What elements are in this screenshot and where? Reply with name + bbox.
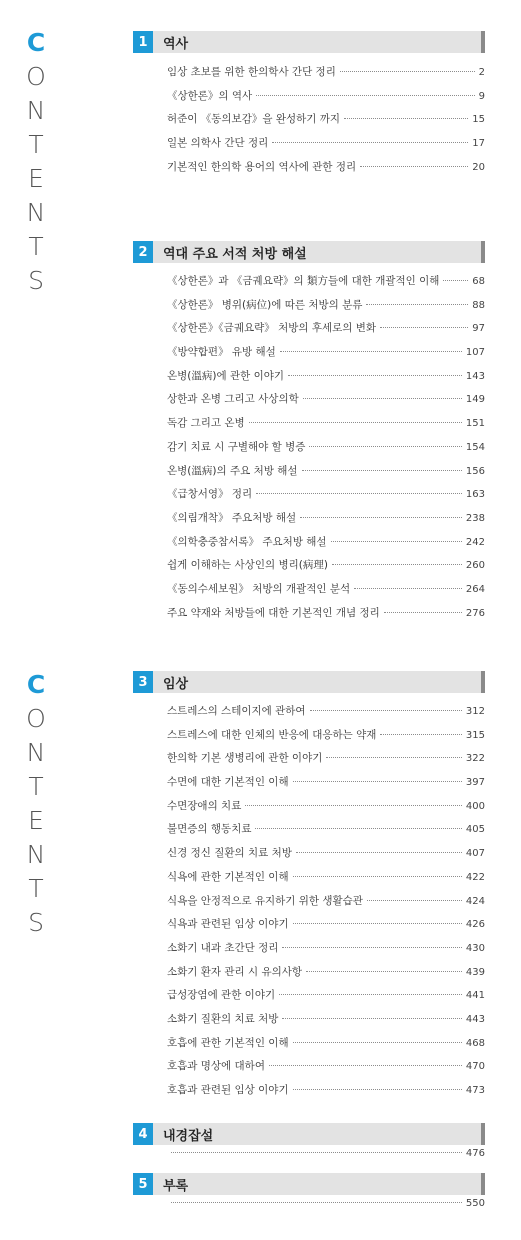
toc-entry[interactable]: [133, 750, 485, 774]
toc-entry-page: 242: [465, 536, 485, 548]
title-letter: O: [26, 704, 46, 733]
toc-entry-title: 주요 약재와 처방들에 대한 기본적인 개념 정리: [167, 606, 380, 619]
toc-entry-title: 스트레스에 대한 인체의 반응에 대응하는 약재: [167, 728, 377, 741]
dot-leader: [380, 327, 468, 328]
dot-leader: [366, 304, 468, 305]
toc-entry-title: 《상한론》 병위(病位)에 따른 처방의 분류: [167, 298, 363, 311]
toc-entry-title: 호흡과 관련된 임상 이야기: [167, 1084, 289, 1096]
title-letter: T: [28, 874, 44, 903]
section-number: 4: [133, 1123, 153, 1145]
toc-entry[interactable]: [133, 727, 485, 751]
toc-entry[interactable]: [133, 869, 485, 893]
dot-leader: [256, 493, 462, 494]
toc-entry-title: 수면에 대한 기본적인 이해: [167, 776, 289, 789]
dot-leader: [309, 446, 462, 447]
toc-entry-page: 315: [465, 729, 485, 741]
toc-entry-title: 불면증의 행동치료: [167, 823, 252, 836]
toc-entry-title: 기본적인 한의학 용어의 역사에 관한 정리: [167, 160, 357, 173]
toc-entry[interactable]: [133, 1035, 485, 1059]
toc-entry-title: 《의림개착》 주요처방 해설: [167, 511, 297, 524]
toc-entry[interactable]: [133, 510, 485, 534]
title-letter: E: [28, 806, 44, 835]
dot-leader: [344, 118, 468, 119]
title-letter: C: [26, 670, 46, 699]
toc-entry-page: 264: [465, 583, 485, 595]
section-number: 5: [133, 1173, 153, 1195]
toc-entry[interactable]: [133, 273, 485, 297]
title-letter: T: [28, 772, 44, 801]
toc-entry-page: 550: [465, 1198, 485, 1209]
toc-entry[interactable]: [133, 581, 485, 605]
toc-entry-page: 405: [465, 824, 485, 836]
dot-leader: [293, 923, 462, 924]
section-header: [133, 241, 485, 263]
section-number: 1: [133, 31, 153, 53]
toc-entry[interactable]: [133, 916, 485, 940]
toc-entry-title: 감기 치료 시 구별해야 할 병증: [167, 440, 306, 453]
toc-entry-page: 163: [465, 489, 485, 501]
dot-leader: [280, 351, 462, 352]
toc-entry-page: 476: [465, 1148, 485, 1159]
dot-leader: [332, 564, 462, 565]
toc-list: [133, 1198, 485, 1222]
toc-entry[interactable]: [133, 893, 485, 917]
toc-entry-page: 322: [465, 753, 485, 765]
toc-entry-page: 422: [465, 871, 485, 883]
toc-entry-page: 9: [478, 90, 485, 102]
dot-leader: [293, 781, 462, 782]
toc-entry-title: 식욕을 안정적으로 유지하기 위한 생활습관: [167, 894, 363, 907]
title-letter: N: [26, 96, 46, 125]
toc-entry-title: 일본 의학사 간단 정리: [167, 137, 269, 150]
toc-entry[interactable]: [133, 798, 485, 822]
toc-entry-page: 143: [465, 370, 485, 382]
toc-list: [133, 703, 485, 1106]
toc-entry-page: 260: [465, 560, 485, 572]
toc-entry[interactable]: [133, 320, 485, 344]
title-letter: T: [28, 232, 44, 261]
dot-leader: [171, 1202, 462, 1203]
title-letter: N: [26, 198, 46, 227]
toc-entry-title: 식욕과 관련된 임상 이야기: [167, 918, 289, 931]
section-number: 2: [133, 241, 153, 263]
toc-entry[interactable]: [133, 774, 485, 798]
toc-entry[interactable]: [133, 486, 485, 510]
section-title: 임상: [163, 676, 189, 692]
title-letter: T: [28, 130, 44, 159]
title-letter: S: [28, 266, 44, 295]
toc-entry-page: 238: [465, 512, 485, 524]
toc-entry[interactable]: [133, 987, 485, 1011]
toc-entry-title: 신경 정신 질환의 치료 처방: [167, 847, 292, 860]
toc-list: [133, 273, 485, 628]
section-header: [133, 1173, 485, 1195]
toc-entry[interactable]: [133, 940, 485, 964]
dot-leader: [384, 612, 462, 613]
toc-section: [133, 1173, 485, 1222]
toc-entry[interactable]: [133, 964, 485, 988]
toc-section: [133, 241, 485, 628]
toc-entry-page: 97: [472, 323, 485, 335]
toc-entry-title: 《급창서영》 정리: [167, 488, 253, 501]
toc-entry-title: 소화기 환자 관리 시 유의사항: [167, 965, 303, 978]
toc-entry-title: 쉽게 이해하는 사상인의 병리(病理): [167, 559, 328, 572]
toc-entry[interactable]: [133, 391, 485, 415]
toc-entry-title: 식욕에 관한 기본적인 이해: [167, 870, 289, 883]
toc-entry[interactable]: [133, 1198, 485, 1222]
dot-leader: [331, 541, 462, 542]
toc-entry-page: 473: [465, 1085, 485, 1096]
toc-entry[interactable]: [133, 557, 485, 581]
dot-leader: [296, 852, 462, 853]
dot-leader: [306, 971, 462, 972]
dot-leader: [255, 828, 461, 829]
toc-entry-page: 470: [465, 1061, 485, 1073]
toc-entry[interactable]: [133, 1082, 485, 1106]
toc-list: [133, 64, 485, 182]
toc-entry-title: 《상한론》과 《금궤요략》의 類方들에 대한 개괄적인 이해: [167, 275, 440, 287]
toc-entry-page: 154: [465, 441, 485, 453]
dot-leader: [303, 398, 462, 399]
toc-entry[interactable]: [133, 135, 485, 159]
toc-entry-title: 상한과 온병 그리고 사상의학: [167, 393, 299, 406]
toc-entry-page: 468: [465, 1037, 485, 1049]
toc-entry[interactable]: [133, 368, 485, 392]
toc-entry-title: 《방약합편》 유방 해설: [167, 346, 276, 359]
toc-entry-page: 17: [472, 138, 485, 150]
toc-entry-page: 15: [472, 114, 485, 126]
dot-leader: [354, 588, 462, 589]
section-title: 역대 주요 서적 처방 해설: [163, 246, 307, 262]
toc-section: [133, 671, 485, 1106]
toc-entry-page: 441: [465, 990, 485, 1002]
toc-entry-page: 2: [478, 67, 485, 78]
toc-entry[interactable]: [133, 88, 485, 112]
toc-entry[interactable]: [133, 344, 485, 368]
toc-entry-title: 수면장애의 치료: [167, 799, 242, 812]
toc-section: [133, 31, 485, 182]
dot-leader: [326, 757, 462, 758]
toc-entry-page: 407: [465, 848, 485, 860]
toc-entry[interactable]: [133, 821, 485, 845]
toc-entry-title: 임상 초보를 위한 한의학사 간단 정리: [167, 66, 336, 78]
toc-entry-title: 한의학 기본 생병리에 관한 이야기: [167, 752, 323, 765]
title-letter: O: [26, 62, 46, 91]
toc-entry-title: 독감 그리고 온병: [167, 417, 245, 430]
toc-entry-page: 443: [465, 1013, 485, 1025]
toc-entry[interactable]: [133, 64, 485, 88]
toc-entry-page: 397: [465, 777, 485, 789]
title-letter: E: [28, 164, 44, 193]
toc-entry-page: 68: [472, 276, 485, 287]
toc-entry[interactable]: [133, 415, 485, 439]
dot-leader: [293, 1042, 462, 1043]
dot-leader: [302, 470, 462, 471]
toc-entry-page: 312: [465, 706, 485, 717]
title-letter: N: [26, 840, 46, 869]
dot-leader: [310, 710, 462, 711]
toc-entry-page: 439: [465, 966, 485, 978]
dot-leader: [282, 947, 461, 948]
toc-entry-page: 107: [465, 347, 485, 359]
title-letter: N: [26, 738, 46, 767]
toc-entry-page: 88: [472, 299, 485, 311]
dot-leader: [249, 422, 462, 423]
section-title: 부록: [163, 1178, 189, 1194]
toc-entry-title: 스트레스의 스테이지에 관하여: [167, 705, 306, 717]
section-number: 3: [133, 671, 153, 693]
toc-entry-title: 소화기 질환의 치료 처방: [167, 1012, 279, 1025]
toc-entry-title: 급성장염에 관한 이야기: [167, 989, 276, 1002]
toc-entry[interactable]: [133, 703, 485, 727]
toc-entry-page: 430: [465, 942, 485, 954]
toc-entry-title: 호흡에 관한 기본적인 이해: [167, 1036, 289, 1049]
toc-entry[interactable]: [133, 605, 485, 629]
toc-entry-page: 156: [465, 465, 485, 477]
dot-leader: [269, 1065, 462, 1066]
toc-entry-title: 《의학충중참서록》 주요처방 해설: [167, 535, 327, 548]
contents-vertical-title-bottom: [26, 672, 46, 944]
toc-entry-title: 온병(溫病)에 관한 이야기: [167, 369, 285, 382]
section-header: [133, 1123, 485, 1145]
toc-entry-title: 호흡과 명상에 대하여: [167, 1060, 265, 1073]
toc-entry-page: 400: [465, 800, 485, 812]
toc-entry[interactable]: [133, 1058, 485, 1082]
toc-entry-page: 151: [465, 418, 485, 430]
dot-leader: [288, 375, 462, 376]
dot-leader: [380, 734, 462, 735]
toc-entry-title: 《동의수세보원》 처방의 개괄적인 분석: [167, 582, 351, 595]
toc-entry[interactable]: [133, 159, 485, 183]
toc-entry-page: 426: [465, 919, 485, 931]
section-header: [133, 671, 485, 693]
toc-list: [133, 1148, 485, 1172]
dot-leader: [293, 1089, 462, 1090]
dot-leader: [340, 71, 475, 72]
contents-vertical-title-top: [26, 30, 46, 302]
dot-leader: [300, 517, 462, 518]
dot-leader: [443, 280, 468, 281]
section-title: 내경잡설: [163, 1128, 214, 1144]
toc-entry[interactable]: [133, 297, 485, 321]
dot-leader: [256, 95, 474, 96]
title-letter: C: [26, 28, 46, 57]
toc-entry-page: 276: [465, 607, 485, 619]
dot-leader: [360, 166, 468, 167]
toc-entry[interactable]: [133, 111, 485, 135]
dot-leader: [293, 876, 462, 877]
dot-leader: [272, 142, 468, 143]
toc-entry[interactable]: [133, 845, 485, 869]
toc-entry-page: 20: [472, 161, 485, 173]
dot-leader: [367, 900, 462, 901]
toc-entry[interactable]: [133, 1148, 485, 1172]
toc-entry-title: 《상한론》《금궤요략》 처방의 후세로의 변화: [167, 322, 377, 335]
toc-entry[interactable]: [133, 463, 485, 487]
toc-entry-title: 허준이 《동의보감》을 완성하기 까지: [167, 113, 341, 126]
toc-entry-title: 소화기 내과 초간단 정리: [167, 941, 279, 954]
toc-section: [133, 1123, 485, 1172]
section-header: [133, 31, 485, 53]
toc-entry[interactable]: [133, 1011, 485, 1035]
toc-entry-page: 424: [465, 895, 485, 907]
toc-entry[interactable]: [133, 439, 485, 463]
dot-leader: [279, 994, 462, 995]
dot-leader: [171, 1152, 462, 1153]
section-title: 역사: [163, 36, 189, 52]
toc-entry-title: 온병(溫病)의 주요 처방 해설: [167, 464, 298, 477]
dot-leader: [245, 805, 462, 806]
toc-entry-title: 《상한론》의 역사: [167, 89, 253, 102]
title-letter: S: [28, 908, 44, 937]
toc-entry-page: 149: [465, 394, 485, 406]
dot-leader: [282, 1018, 461, 1019]
toc-entry[interactable]: [133, 534, 485, 558]
